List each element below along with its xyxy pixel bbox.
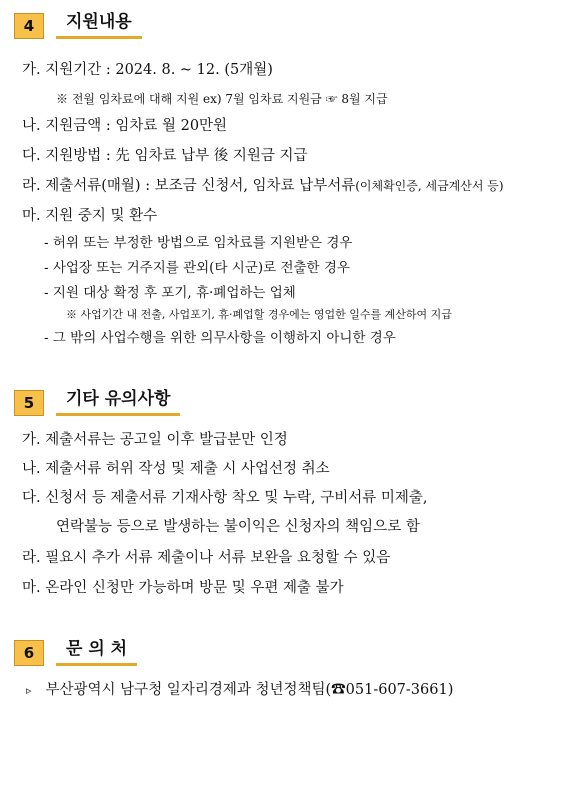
note-item: 가. 제출서류는 공고일 이후 발급분만 인정 — [22, 432, 288, 448]
note-item: 마. 온라인 신청만 가능하며 방문 및 우편 제출 불가 — [22, 580, 344, 596]
support-period: 가. 지원기간 : 2024. 8. ~ 12. (5개월) — [22, 62, 273, 78]
support-documents — [22, 176, 504, 196]
support-method: 다. 지원방법 : 先 임차료 납부 後 지원금 지급 — [22, 148, 308, 164]
support-documents-main: 라. 제출서류(매월) : 보조금 신청서, 임차료 납부서류 — [22, 178, 356, 194]
section-number-badge: 5 — [14, 390, 44, 416]
section-title: 지원내용 — [56, 11, 142, 39]
stop-item: - 지원 대상 확정 후 포기, 휴·폐업하는 업체 — [44, 285, 296, 301]
note-item: 라. 필요시 추가 서류 제출이나 서류 보완을 요청할 수 있음 — [22, 550, 391, 566]
contact-text: 부산광역시 남구청 일자리경제과 청년정책팀(☎051-607-3661) — [45, 682, 454, 698]
note-item: 다. 신청서 등 제출서류 기재사항 착오 및 누락, 구비서류 미제출, — [22, 490, 428, 506]
note-item: 나. 제출서류 허위 작성 및 제출 시 사업선정 취소 — [22, 461, 330, 477]
support-documents-detail: (이체확인증, 세금계산서 등) — [355, 179, 504, 193]
section-number-badge: 6 — [14, 640, 44, 666]
section-5-header — [14, 388, 180, 416]
support-period-note: ※ 전월 임차료에 대해 지원 ex) 7월 임차료 지원금 ☞ 8월 지급 — [56, 92, 388, 106]
section-title: 문 의 처 — [56, 638, 137, 666]
support-stop-title: 마. 지원 중지 및 환수 — [22, 208, 158, 224]
section-number-badge: 4 — [14, 13, 44, 39]
stop-item: - 사업장 또는 거주지를 관외(타 시군)로 전출한 경우 — [44, 260, 350, 276]
stop-item: - 허위 또는 부정한 방법으로 임차료를 지원받은 경우 — [44, 235, 353, 251]
section-6-header — [14, 638, 137, 666]
section-title: 기타 유의사항 — [56, 388, 180, 416]
section-4-header — [14, 11, 142, 39]
support-amount: 나. 지원금액 : 임차료 월 20만원 — [22, 118, 228, 134]
stop-note: ※ 사업기간 내 전출, 사업포기, 휴·폐업할 경우에는 영업한 일수를 계산하여 지급 — [66, 308, 452, 321]
contact-line — [26, 680, 453, 701]
note-item-continued: 연락불능 등으로 발생하는 불이익은 신청자의 책임으로 함 — [56, 519, 420, 535]
triangle-bullet-icon: ▹ — [26, 684, 32, 697]
stop-item: - 그 밖의 사업수행을 위한 의무사항을 이행하지 아니한 경우 — [44, 330, 396, 346]
